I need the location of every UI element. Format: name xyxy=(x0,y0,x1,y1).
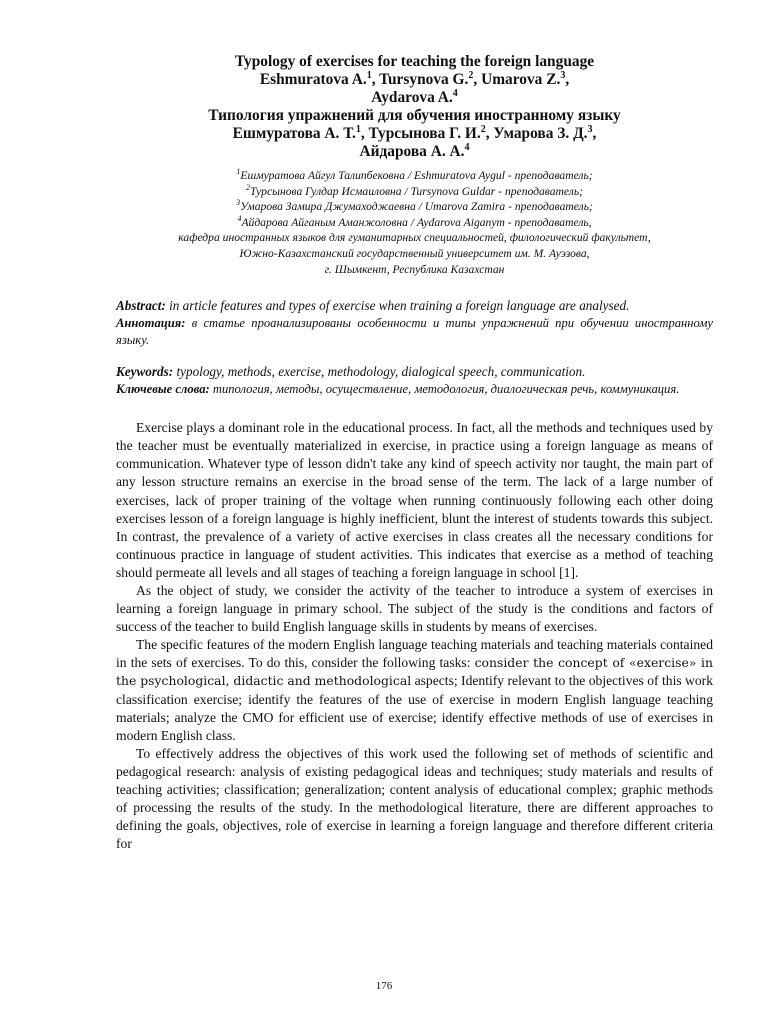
body-paragraph-2: As the object of study, we consider the activity of the teacher to introduce a system of exercises in learning a foreign language in primary school. The subject of the study is the conditions and factors of success of the teacher to build English language skills in students by means of exercises. xyxy=(116,583,713,635)
author-affiliations xyxy=(116,168,713,277)
affiliation-department: кафедра иностранных языков для гуманитарных специальностей, филологический факультет, xyxy=(178,231,651,245)
russian-authors-line-2: Айдарова А. А.$^4$ xyxy=(359,142,470,160)
affiliation-3: $^3$Умарова Замира Джумаходжаевна / Umarova Zamira - преподаватель; xyxy=(236,198,593,214)
article-page xyxy=(116,0,713,853)
affiliation-4: $^4$Айдарова Айганым Аманжоловна / Aydarova Aiganym - преподаватель, xyxy=(237,213,592,229)
abstract-russian: Аннотация: в статье проанализированы особенности и типы упражнений при обучении иностранному языку. xyxy=(116,316,713,348)
body-paragraph-4: To effectively address the objectives of this work used the following set of methods of scientific and pedagogical research: analysis of existing pedagogical ideas and techniques; study materials and results of teaching activities; classification; generalization; content analysis of educational complex; graphic methods of processing the results of the study. In the methodological literature, there are different approaches to defining the goals, objectives, role of exercise in learning a foreign language and therefore different criteria for xyxy=(116,745,713,852)
body-paragraph-3: The specific features of the modern English language teaching materials and teaching materials contained in the sets of exercises. To do this, consider the following tasks: consider the concept of «exercise» in the psychological, didactic and methodological aspects; Identify relevant to the objectives of this work classification exercise; identify the features of the use of exercise in modern English language teaching materials; analyze the CMO for efficient use of exercise; identify effective methods of use of exercises in modern English class. xyxy=(116,637,713,743)
keywords-russian: Ключевые слова: типология, методы, осуществление, методология, диалогическая речь, коммуникация. xyxy=(116,382,680,397)
english-title: Typology of exercises for teaching the foreign language xyxy=(234,53,595,70)
body-paragraph-1: Exercise plays a dominant role in the educational process. In fact, all the methods and techniques used by the teacher must be eventually materialized in exercise, in practice using a foreign language as means of communication. Whatever type of lesson didn't take any kind of speech activity nor taught, the main part of any lesson structure remains an exercise in the broad sense of the term. The lack of a large number of exercises, lack of proper training of the voltage when running continuously following each other doing exercises lesson of a foreign language is highly inefficient, blunt the interest of students towards this subject. In contrast, the prevalence of a variety of active exercises in class creates all the necessary conditions for continuous practice in language of student activities. This indicates that exercise as a method of teaching should permeate all levels and all stages of teaching a foreign language in school [1]. xyxy=(116,420,713,580)
affiliation-city: г. Шымкент, Республика Казахстан xyxy=(324,262,505,276)
russian-title: Типология упражнений для обучения иностранному языку xyxy=(208,107,621,124)
affiliation-2: $^2$Турсынова Гулдар Исмаиловна / Tursynova Guldar - преподаватель; xyxy=(246,182,583,198)
english-authors-line-1: Eshmuratova A.$^1$, Tursynova G.$^2$, Umarova Z.$^3$, xyxy=(259,70,570,88)
keywords-english: Keywords: typology, methods, exercise, methodology, dialogical speech, communication. xyxy=(116,364,586,380)
abstract-block xyxy=(116,297,713,349)
article-body xyxy=(116,419,713,853)
affiliation-1: $^1$Ешмуратова Айгул Талипбековна / Eshmuratova Aygul - преподаватель; xyxy=(236,167,593,182)
page-number: 176 xyxy=(375,980,393,992)
abstract-english: Abstract: in article features and types of exercise when training a foreign language are analysed. xyxy=(116,298,630,314)
affiliation-university: Южно-Казахстанский государственный университет им. М. Ауэзова, xyxy=(239,246,590,260)
english-authors-line-2: Aydarova A.$^4$ xyxy=(371,88,458,106)
russian-authors-line-1: Ешмуратова А. Т.$^1$, Турсынова Г. И.$^2$, Умарова З. Д.$^3$, xyxy=(232,124,597,142)
keywords-block xyxy=(116,363,713,398)
